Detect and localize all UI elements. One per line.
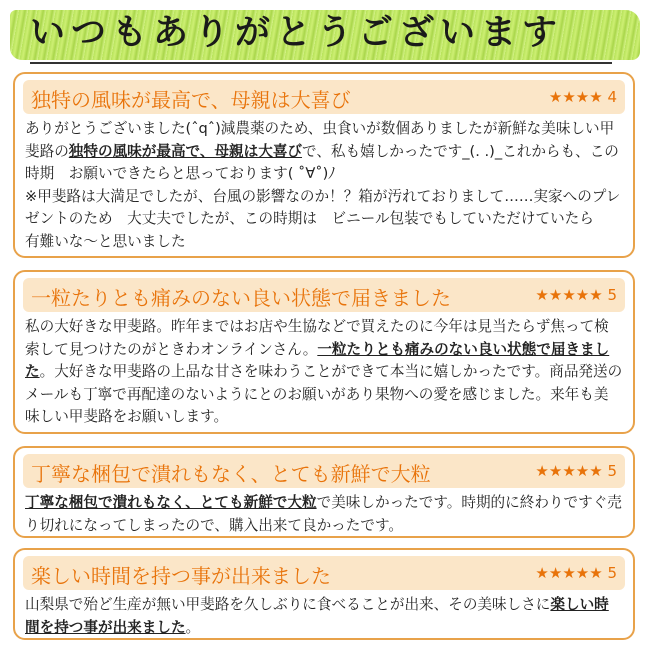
star-rating-icon: ★★★★★ xyxy=(535,286,603,304)
review-text: 。 xyxy=(185,618,201,636)
review-title: 丁寧な梱包で潰れもなく、とても新鮮で大粒 xyxy=(31,462,431,486)
review-body xyxy=(25,316,623,429)
review-rating xyxy=(535,462,617,480)
page-title: いつもありがとうございます xyxy=(30,13,564,53)
review-text: 。大好きな甲斐路の上品な甘さを味わうことができて本当に嬉しかったです。商品発送のメールも丁寧で再配達のないようにとのお願いがあり果物への愛を感じました。来年も美味しい甲斐路をお願いします。 xyxy=(25,363,623,426)
rating-score: 5 xyxy=(607,564,617,582)
review-text: 山梨県で殆ど生産が無い甲斐路を久しぶりに食べることが出来、その美味しさに xyxy=(25,596,551,613)
title-underline xyxy=(30,62,612,64)
star-rating-icon: ★★★★ xyxy=(548,88,603,106)
review-highlight: 丁寧な梱包で潰れもなく、とても新鮮で大粒 xyxy=(25,494,317,511)
review-header xyxy=(23,556,625,590)
review-body xyxy=(25,118,623,254)
review-rating xyxy=(535,286,617,304)
review-rating xyxy=(549,88,617,106)
review-title: 一粒たりとも痛みのない良い状態で届きました xyxy=(31,286,451,310)
review-card-1 xyxy=(13,72,635,258)
review-highlight: 一粒たりとも痛みのない良い状態で届きました xyxy=(25,340,610,381)
rating-score: 4 xyxy=(607,88,617,106)
rating-score: 5 xyxy=(607,462,617,480)
review-header xyxy=(23,454,625,488)
review-text: で、私も嬉しかったです_(. .)_これからも、この時期 お願いできたらと思っております( ˚∀˚)ﾉ ※甲斐路は大満足でしたが、台風の影響なのか！？箱が汚れておりまして……実家へのプレゼントのため 大丈夫でしたが、この時期は ビニール包装でもしていただけていたら 有難いな〜と思いました xyxy=(25,142,621,250)
review-body xyxy=(25,492,623,537)
review-header xyxy=(23,80,625,114)
review-highlight: 独特の風味が最高で、母親は大喜び xyxy=(68,142,303,160)
review-card-2 xyxy=(13,270,635,434)
review-text: ありがとうございました(ˆqˆ)減農薬のため、虫食いが数個ありましたが新鮮な美味しい甲斐路の xyxy=(25,120,615,160)
review-header xyxy=(23,278,625,312)
review-title: 独特の風味が最高で、母親は大喜び xyxy=(31,88,351,112)
review-body xyxy=(25,594,623,639)
review-title: 楽しい時間を持つ事が出来ました xyxy=(31,564,331,588)
rating-score: 5 xyxy=(607,286,617,304)
review-card-4 xyxy=(13,548,635,640)
review-card-3 xyxy=(13,446,635,538)
star-rating-icon: ★★★★★ xyxy=(535,564,603,582)
review-text: で美味しかったです。時期的に終わりですぐ売り切れになってしまったので、購入出来て良かったです。 xyxy=(25,494,622,534)
review-rating xyxy=(535,564,617,582)
review-text: 私の大好きな甲斐路。昨年まではお店や生協などで買えたのに今年は見当たらず焦って検索して見つけたのがときわオンラインさん。 xyxy=(25,318,609,358)
star-rating-icon: ★★★★★ xyxy=(535,462,603,480)
review-highlight: 楽しい時間を持つ事が出来ました xyxy=(25,596,609,636)
